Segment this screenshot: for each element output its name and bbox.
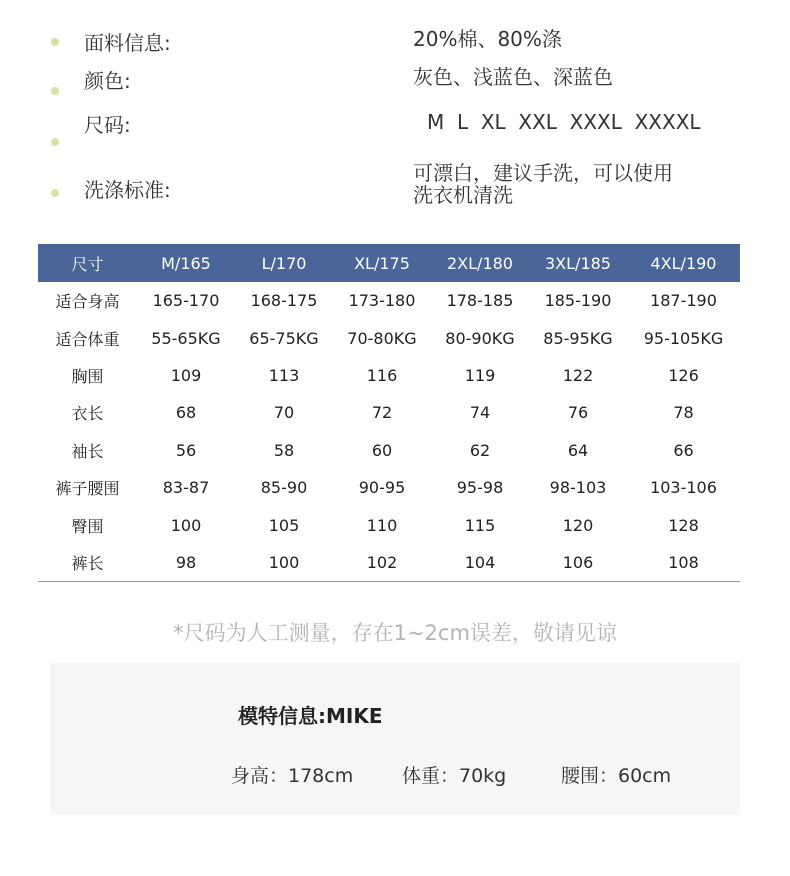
info-label: 洗涤标准: [84,178,171,202]
table-row [38,319,740,356]
table-cell: 72 [371,403,393,423]
table-cell: 110 [366,515,398,535]
table-cell: 适合体重 [55,329,120,349]
table-header-cell: 尺寸 [38,244,137,282]
info-value: 灰色、浅蓝色、深蓝色 [413,65,613,89]
table-cell: 74 [469,403,491,423]
bullet-dot [51,189,59,197]
table-cell: 100 [235,544,333,582]
table-cell: 105 [268,515,300,535]
table-cell: 98-103 [549,478,607,498]
table-header-cell: 2XL/180 [431,244,529,282]
table-cell: 64 [567,440,589,460]
table-cell: 适合身高 [55,292,120,312]
table-cell: 臀围 [71,516,104,536]
info-label: 颜色: [84,69,131,93]
table-cell: 70-80KG [347,328,417,348]
info-value: 20%棉、80%涤 [413,27,562,51]
table-row [38,506,740,543]
table-cell: 胸围 [71,366,104,386]
model-waist: 腰围：60cm [561,765,672,787]
table-cell: 187-190 [650,291,717,311]
table-cell: 78 [673,403,694,423]
table-cell: 66 [673,440,694,460]
table-cell: 80-90KG [445,328,515,348]
table-cell: 裤子腰围 [55,479,120,499]
table-header-cell: L/170 [235,244,333,282]
table-header-cell: 3XL/185 [529,244,627,282]
table-cell: 58 [273,440,295,460]
table-cell: 120 [562,515,594,535]
table-row [38,469,740,506]
table-cell: 113 [268,365,300,385]
info-label: 尺码: [84,113,131,137]
table-cell: 165-170 [152,291,220,311]
info-row-fabric [0,25,790,65]
table-header-cell: M/165 [137,244,235,282]
table-header-row [38,244,740,282]
model-info-box [50,663,740,815]
info-row-size [0,107,790,147]
table-cell: 83-87 [162,478,210,498]
table-cell: 106 [529,544,627,582]
model-height: 身高：178cm [231,765,354,787]
table-cell: 56 [175,440,197,460]
table-cell: 173-180 [348,291,416,311]
model-title: 模特信息:MIKE [238,704,383,728]
table-cell: 122 [562,365,594,385]
info-value: 洗衣机清洗 [413,183,513,207]
table-cell: 108 [627,544,740,582]
bullet-dot [51,138,59,146]
table-row [38,357,740,394]
table-cell: 178-185 [446,291,514,311]
table-cell: 76 [567,403,589,423]
table-cell: 85-95KG [543,328,613,348]
table-header-cell: XL/175 [333,244,431,282]
table-cell: 95-98 [456,478,504,498]
table-cell: 103-106 [650,478,717,498]
table-cell: 62 [469,440,491,460]
measurement-note: *尺码为人工测量，存在1~2cm误差，敬请见谅 [173,621,617,645]
table-cell: 104 [431,544,529,582]
model-weight: 体重：70kg [402,765,507,787]
table-cell: 袖长 [71,441,104,461]
table-header-cell: 4XL/190 [627,244,740,282]
table-cell: 95-105KG [643,328,724,348]
size-table [38,244,740,582]
table-cell: 68 [175,403,197,423]
bullet-dot [51,87,59,95]
table-cell: 55-65KG [151,328,221,348]
table-row [38,282,740,319]
table-row [38,544,740,582]
table-cell: 168-175 [250,291,318,311]
table-cell: 100 [170,515,202,535]
table-cell: 裤长 [38,544,137,582]
info-label: 面料信息: [84,31,171,55]
table-cell: 60 [371,440,393,460]
table-cell: 126 [668,365,699,385]
table-cell: 70 [273,403,295,423]
table-row [38,394,740,431]
info-row-washing [0,160,790,216]
table-cell: 128 [668,515,699,535]
table-cell: 115 [464,515,496,535]
table-cell: 65-75KG [249,328,319,348]
info-value: M L XL XXL XXXL XXXXL [427,110,701,134]
info-value: 可漂白，建议手洗，可以使用 [413,161,673,185]
table-row [38,432,740,469]
table-cell: 185-190 [544,291,612,311]
table-cell: 衣长 [71,404,104,424]
table-cell: 109 [170,365,202,385]
bullet-dot [51,38,59,46]
table-cell: 119 [464,365,496,385]
info-row-color [0,63,790,103]
table-cell: 116 [366,365,398,385]
table-cell: 90-95 [358,478,406,498]
table-cell: 85-90 [260,478,308,498]
table-cell: 102 [333,544,431,582]
table-cell: 98 [137,544,235,582]
